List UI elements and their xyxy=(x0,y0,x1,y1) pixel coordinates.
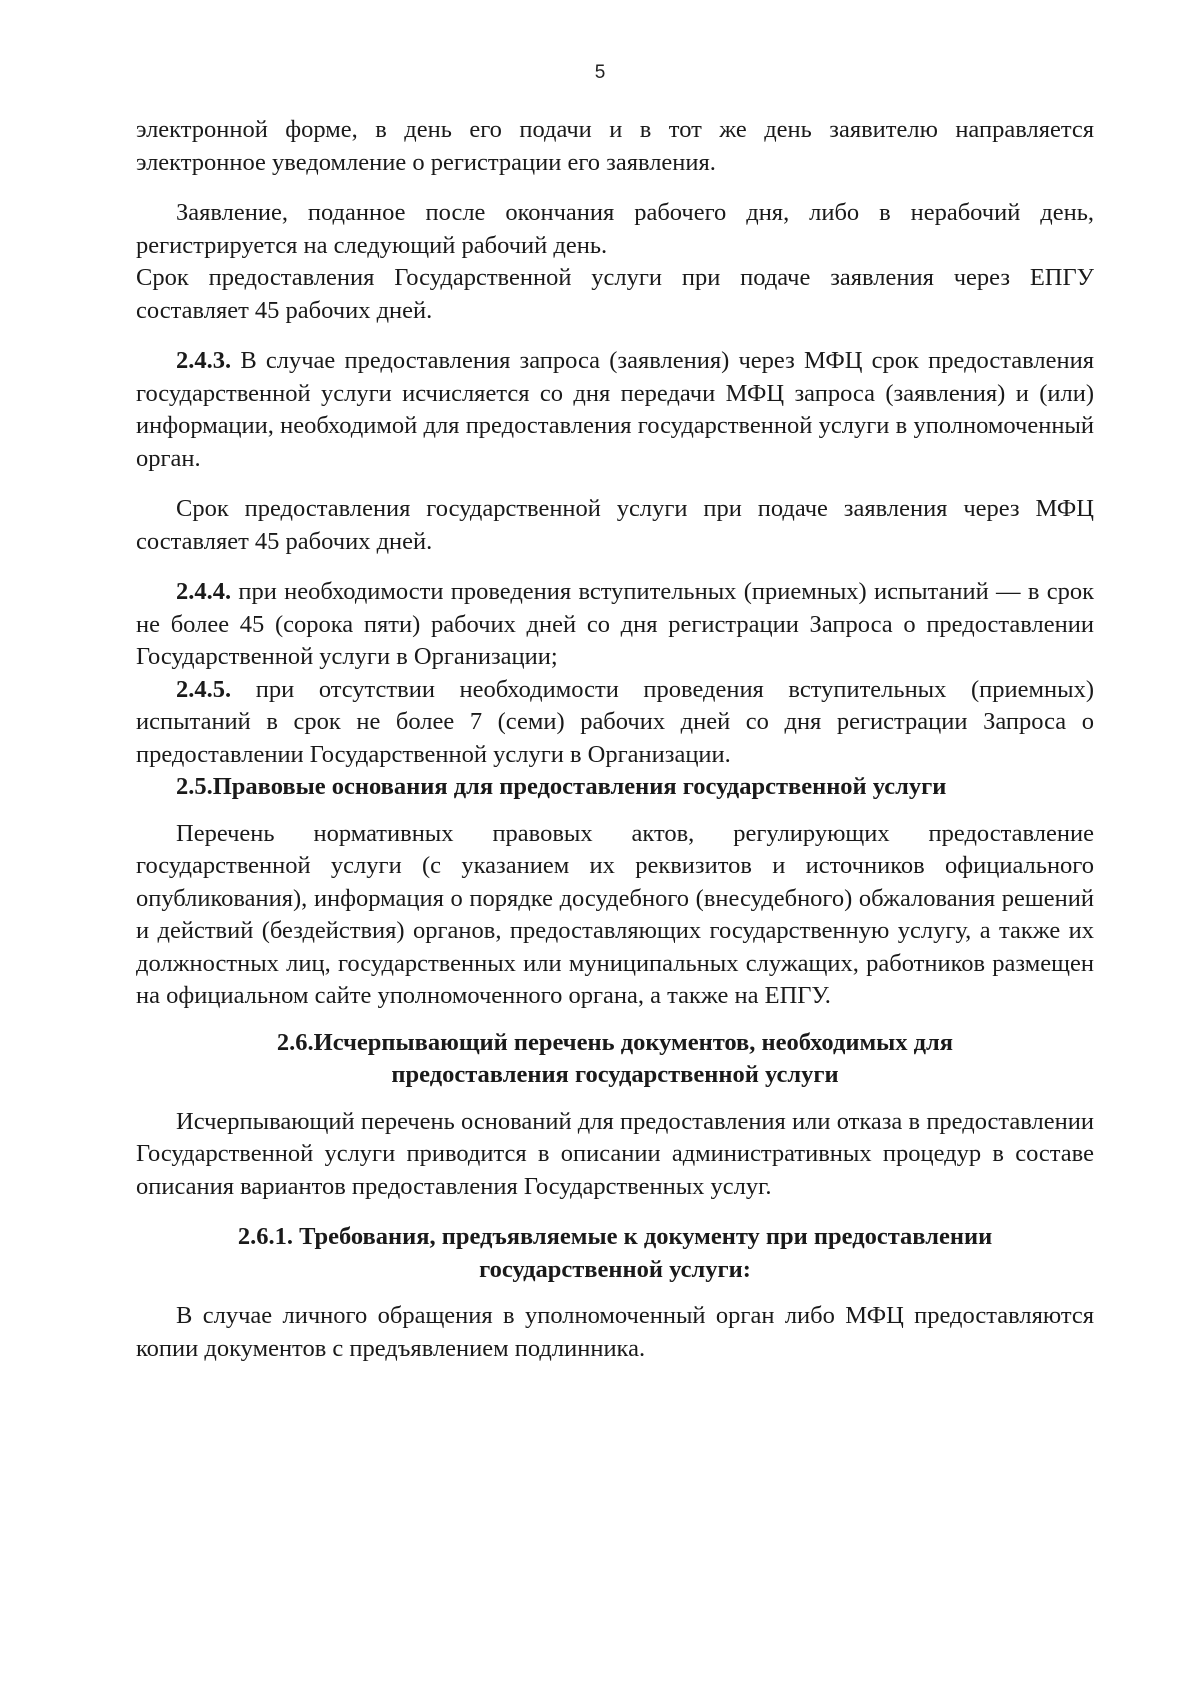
paragraph: Срок предоставления государственной услуги при подаче заявления через МФЦ составляет 45 рабочих дней. xyxy=(136,495,1094,555)
paragraph: электронной форме, в день его подачи и в тот же день заявителю направляется электронное уведомление о регистрации его заявления. xyxy=(136,116,1094,176)
clause-text: при отсутствии необходимости проведения вступительных (приемных) испытаний в срок не более 7 (семи) рабочих дней со дня регистрации Запроса о предоставлении Государственной услуги в Организации. xyxy=(136,675,1094,768)
clause-number: 2.4.4. xyxy=(176,578,232,605)
clause-text: В случае предоставления запроса (заявления) через МФЦ срок предоставления государственной услуги исчисляется со дня передачи МФЦ запроса (заявления) и (или) информации, необходимой для предоставления государственной услуги в уполномоченный орган. xyxy=(136,347,1094,472)
page-number: 5 xyxy=(594,62,606,83)
clause-2-4-5 xyxy=(136,674,1094,772)
clause-number: 2.4.3. xyxy=(176,347,232,374)
paragraph: Заявление, поданное после окончания рабочего дня, либо в нерабочий день, регистрируется на следующий рабочий день. xyxy=(136,199,1094,259)
paragraph: Исчерпывающий перечень оснований для предоставления или отказа в предоставлении Государственной услуги приводится в описании административных процедур в составе описания вариантов предоставления Государственных услуг. xyxy=(136,1107,1094,1200)
paragraph: В случае личного обращения в уполномоченный орган либо МФЦ предоставляются копии документов с предъявлением подлинника. xyxy=(136,1302,1094,1362)
heading-line: 2.6.Исчерпывающий перечень документов, необходимых для xyxy=(276,1028,954,1056)
paragraph: Срок предоставления Государственной услуги при подаче заявления через ЕПГУ составляет 45 рабочих дней. xyxy=(136,264,1094,324)
document-body xyxy=(136,114,1094,1365)
heading-line: государственной услуги: xyxy=(479,1255,751,1283)
paragraph: Перечень нормативных правовых актов, регулирующих предоставление государственной услуги (с указанием их реквизитов и источников официального опубликования), информация о порядке досудебного (внесудебного) обжалования решений и действий (бездействия) органов, предоставляющих государственную услугу, а также их должностных лиц, государственных или муниципальных служащих, работников размещен на официальном сайте уполномоченного органа, а также на ЕПГУ. xyxy=(136,819,1094,1009)
clause-number: 2.4.5. xyxy=(176,675,232,703)
section-heading-2-6 xyxy=(136,1027,1094,1092)
heading-line: 2.6.1. Требования, предъявляемые к документу при предоставлении xyxy=(237,1223,993,1250)
clause-2-4-3 xyxy=(136,345,1094,475)
clause-2-4-4 xyxy=(136,576,1094,674)
clause-text: при необходимости проведения вступительных (приемных) испытаний — в срок не более 45 (сорока пяти) рабочих дней со дня регистрации Запроса о предоставлении Государственной услуги в Организации; xyxy=(136,578,1094,670)
heading-line: предоставления государственной услуги xyxy=(391,1061,839,1088)
section-heading-2-6-1 xyxy=(136,1221,1094,1286)
section-heading-2-5: 2.5.Правовые основания для предоставления государственной услуги xyxy=(176,773,947,800)
